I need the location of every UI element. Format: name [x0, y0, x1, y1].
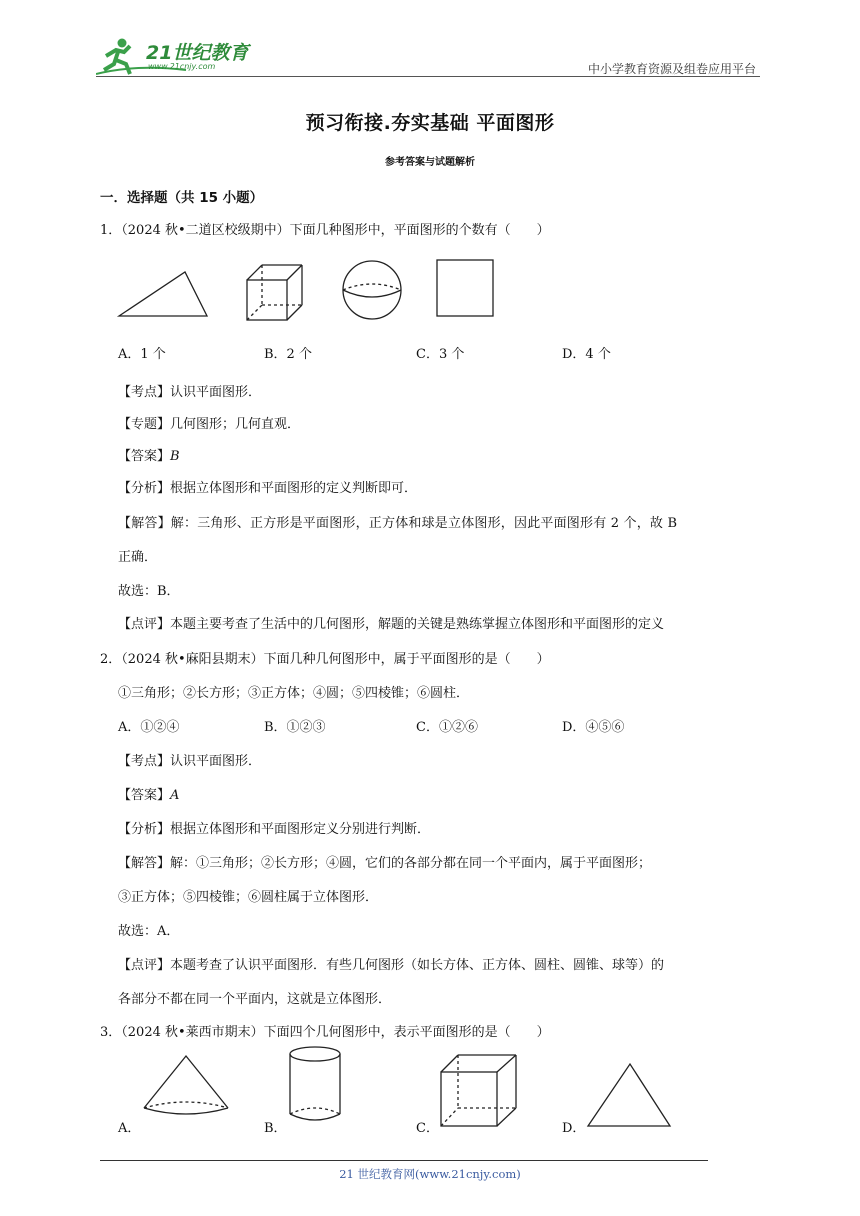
q3-option-b: B． [264, 1121, 287, 1136]
q3-cone-figure [140, 1052, 232, 1118]
q3-option-c: C． [416, 1121, 439, 1136]
q1-square-figure [434, 258, 498, 320]
q1-answer-label: 【答案】 [118, 449, 171, 464]
q1-option-c: C．3 个 [416, 347, 465, 362]
q2-kaodian: 【考点】认识平面图形． [118, 754, 262, 769]
q1-sphere-figure [340, 258, 404, 322]
q1-guxuan: 故选：B． [118, 584, 180, 599]
page-title: 预习衔接.夯实基础 平面图形 [305, 112, 555, 134]
section-heading: 一．选择题（共 15 小题） [100, 190, 264, 206]
q2-answer [118, 784, 179, 803]
q2-option-b: B．①②③ [264, 720, 326, 735]
platform-name: 中小学教育资源及组卷应用平台 [587, 62, 756, 76]
q2-jieda-line2: ③正方体；⑤四棱锥；⑥圆柱属于立体图形． [118, 890, 379, 905]
q2-answer-label: 【答案】 [118, 788, 171, 803]
q3-stem: 3．（2024 秋•莱西市期末）下面四个几何图形中，表示平面图形的是（ ） [100, 1025, 550, 1040]
q2-dianping-line1: 【点评】本题考查了认识平面图形．有些几何图形（如长方体、正方体、圆柱、圆锥、球等）的 [118, 958, 665, 973]
q1-kaodian: 【考点】认识平面图形． [118, 385, 262, 400]
q2-option-c: C．①②⑥ [416, 720, 478, 735]
q1-fenxi: 【分析】根据立体图形和平面图形的定义判断即可． [118, 481, 418, 496]
q1-zhuanti: 【专题】几何图形；几何直观． [118, 417, 301, 432]
q1-answer [118, 445, 180, 464]
q3-cube-figure [438, 1052, 520, 1130]
q2-list: ①三角形；②长方形；③正方体；④圆；⑤四棱锥；⑥圆柱． [118, 686, 470, 701]
q1-jieda-line2: 正确． [118, 550, 158, 565]
q2-fenxi: 【分析】根据立体图形和平面图形定义分别进行判断． [118, 822, 431, 837]
q1-option-a: A．1 个 [118, 347, 166, 362]
q1-triangle-figure [115, 268, 211, 320]
q3-option-a: A． [118, 1121, 141, 1136]
q3-option-d: D． [562, 1121, 586, 1136]
footer-text: 21 世纪教育网(www.21cnjy.com) [339, 1167, 521, 1181]
q2-guxuan: 故选：A． [118, 924, 180, 939]
logo-text: 21世纪教育 [146, 42, 249, 64]
q1-jieda-line1: 【解答】解：三角形、正方形是平面图形，正方体和球是立体图形，因此平面图形有 2 个，故 B [118, 516, 678, 531]
q2-option-d: D．④⑤⑥ [562, 720, 625, 735]
q3-cylinder-figure [286, 1044, 346, 1126]
q2-stem: 2．（2024 秋•麻阳县期末）下面几种几何图形中，属于平面图形的是（ ） [100, 652, 550, 667]
q2-jieda-line1: 【解答】解：①三角形；②长方形；④圆，它们的各部分都在同一个平面内，属于平面图形； [118, 856, 652, 871]
q1-cube-figure [244, 262, 306, 324]
q2-answer-value: A [170, 788, 180, 803]
q2-option-a: A．①②④ [118, 720, 180, 735]
q1-answer-value: B [170, 449, 180, 464]
site-logo [96, 34, 266, 78]
q1-option-d: D．4 个 [562, 347, 611, 362]
q3-triangle-figure [584, 1060, 674, 1130]
logo-url: www.21cnjy.com [148, 62, 216, 71]
q1-dianping: 【点评】本题主要考查了生活中的几何图形，解题的关键是熟练掌握立体图形和平面图形的定义 [118, 617, 665, 632]
q2-dianping-line2: 各部分不都在同一个平面内，这就是立体图形． [118, 992, 392, 1007]
q1-stem: 1．（2024 秋•二道区校级期中）下面几种图形中，平面图形的个数有（ ） [100, 223, 550, 238]
q1-option-b: B．2 个 [264, 347, 312, 362]
header-divider [96, 76, 760, 77]
footer-divider [100, 1160, 708, 1161]
page-subtitle: 参考答案与试题解析 [385, 157, 475, 168]
